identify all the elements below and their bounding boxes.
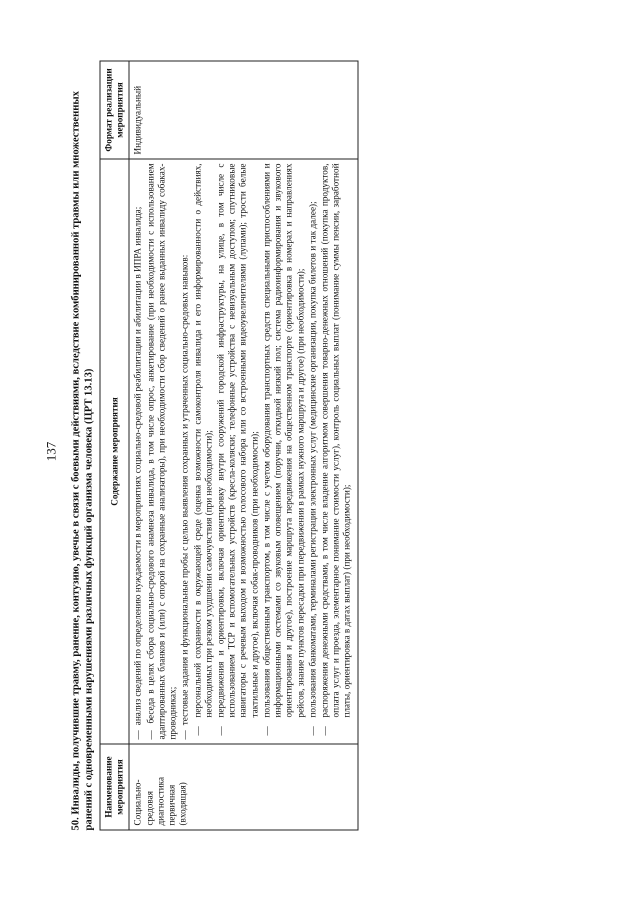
dash-marker: — [215, 726, 226, 736]
sub-list-item [192, 164, 214, 740]
dash-marker: — [307, 726, 318, 736]
activity-table [100, 61, 359, 831]
dash-marker: — [179, 730, 190, 740]
table-row [129, 61, 357, 830]
sub-list-item-text: персональной сохранности в окружающей среде (оценка возможности самоконтроля инвалида и его информированности о действиях, необходимых при резком ухудшении самочувствия (при необходимости); [192, 163, 214, 718]
content-list [133, 164, 353, 740]
sub-list-item [319, 164, 353, 740]
sub-list-item [215, 164, 260, 740]
activity-name-cell: Социально-средовая диагностика первичная (входящая) [129, 744, 357, 830]
list-item [145, 164, 179, 740]
sub-list-item [261, 164, 306, 740]
list-item [133, 164, 144, 740]
list-item-text: беседа в целях сбора социально-средового анамнеза инвалида, в том числе опрос, анкетирование (при необходимости с использованием адаптированных бланков и (или) с опорой на сохранные анализаторы), при необходимости сбор сведений о ранее выданных инвалиду собаках-проводниках; [145, 163, 178, 740]
header-activity-name: Наименование мероприятия [100, 744, 129, 830]
dash-marker: — [192, 726, 203, 736]
sub-list-item-text: передвижения и ориентировки, включая ориентировку внутри сооружений городской инфраструктуры, на улице, в том числе с использованием ТСР и вспомогательных устройств (кресла-коляски; телефонные устройства с невизуальным доступом; спутниковые навигаторы с речевым выходом и возможностью голосового набора или со встроенными видеоувеличителями (лупами); трости белые тактильные и другое), включая собак-проводников (при необходимости); [215, 163, 260, 718]
dash-marker: — [261, 726, 272, 736]
sub-list [192, 164, 353, 740]
list-item [180, 164, 353, 740]
sub-list-item-text: пользования банкоматами, терминалами регистрации электронных услуг (медицинские организации, покупка билетов и так далее); [307, 201, 318, 718]
sub-list-item [307, 164, 318, 740]
sub-list-item-text: пользования общественным транспортом, в том числе с учетом оборудования транспортных средств специальными приспособлениями и информационными системами со звуковым оповещением (поручни, откидной низкий пол; система радиоинформирования и звукового ориентирования и другое), построение маршрута передвижения на общественном транспорте (ориентировка в номерах и направлениях рейсов, знание пунктов пересадки при передвижении в рамках нужного маршрута и другое) (при необходимости); [261, 163, 305, 718]
page-number: 137 [43, 441, 59, 462]
sub-list-item-text: распоряжения денежными средствами, в том числе владение алгоритмом совершения товарно-денежных отношений (покупка продуктов, оплата услуг и проезда, элементарное понимание стоимости услуг), контроль социальных выплат (понимание суммы пенсии, заработной платы, ориентировка в датах выплат) (при необходимости); [319, 163, 352, 718]
header-activity-content: Содержание мероприятия [100, 159, 129, 744]
dash-marker: — [319, 726, 330, 736]
activity-content-cell [129, 159, 357, 744]
list-item-text: тестовые задания и функциональные пробы с целью выявления сохранных и утраченных социально-средовых навыков: [179, 254, 190, 726]
table-header-row [100, 61, 129, 830]
dash-marker: — [132, 730, 143, 740]
page-heading: 50. Инвалиды, получившие травму, ранение, контузию, увечье в связи с боевыми действиями, вследствие комбинированной травмы или множественных ранений с одновременными нарушениями различных функций организма человека (ЦРТ 13.13) [70, 91, 95, 831]
header-activity-format: Формат реализации мероприятия [100, 61, 129, 159]
rotated-document-page [38, 37, 603, 867]
list-item-text: анализ сведений по определению нуждаемости в мероприятиях социально-средовой реабилитации и абилитации в ИПРА инвалида; [132, 206, 143, 726]
dash-marker: — [145, 730, 156, 740]
activity-format-cell: Индивидуальный [129, 61, 357, 159]
